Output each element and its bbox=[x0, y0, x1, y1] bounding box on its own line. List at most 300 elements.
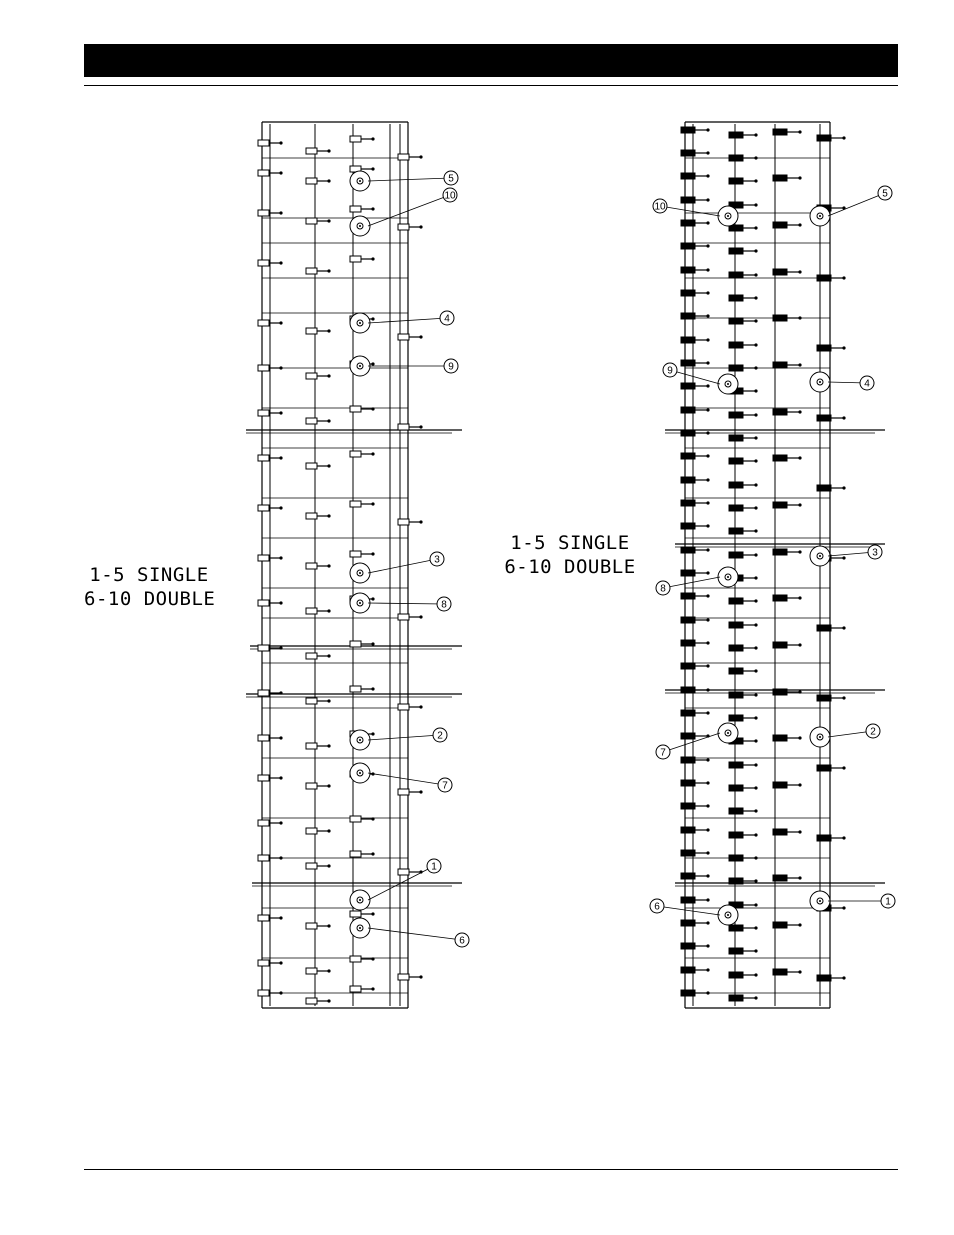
shank-tip bbox=[327, 864, 330, 867]
shank-clamp bbox=[681, 757, 695, 763]
wheel-axle bbox=[359, 772, 361, 774]
shank-clamp bbox=[258, 855, 269, 861]
shank-clamp bbox=[258, 260, 269, 266]
shank-clamp bbox=[729, 342, 743, 348]
shank-tip bbox=[706, 314, 709, 317]
shank-tip bbox=[706, 361, 709, 364]
shank-clamp bbox=[729, 878, 743, 884]
wheel-axle bbox=[359, 899, 361, 901]
shank-tip bbox=[706, 758, 709, 761]
shank-clamp bbox=[681, 943, 695, 949]
shank-clamp bbox=[773, 222, 787, 228]
shank bbox=[306, 178, 331, 184]
shank-tip bbox=[754, 273, 757, 276]
shank-clamp bbox=[398, 789, 409, 795]
shank-clamp bbox=[729, 832, 743, 838]
shank-clamp bbox=[773, 875, 787, 881]
shank bbox=[306, 743, 331, 749]
shank-tip bbox=[327, 924, 330, 927]
callout bbox=[368, 928, 469, 947]
shank-tip bbox=[279, 776, 282, 779]
shank-clamp bbox=[306, 418, 317, 424]
leader-line bbox=[368, 178, 451, 181]
callout bbox=[828, 724, 880, 738]
shank bbox=[350, 686, 375, 692]
shank-tip bbox=[327, 149, 330, 152]
shank-tip bbox=[279, 601, 282, 604]
shank bbox=[681, 267, 710, 273]
leader-line bbox=[368, 559, 437, 573]
shank-tip bbox=[754, 576, 757, 579]
shank-clamp bbox=[398, 704, 409, 710]
shank bbox=[729, 948, 758, 954]
shank bbox=[398, 519, 423, 525]
wheel-axle bbox=[819, 900, 821, 902]
shank-tip bbox=[706, 174, 709, 177]
shank-clamp bbox=[773, 502, 787, 508]
shank bbox=[729, 832, 758, 838]
wheel-axle bbox=[727, 732, 729, 734]
shank-clamp bbox=[681, 640, 695, 646]
shank bbox=[729, 668, 758, 674]
shank bbox=[817, 835, 846, 841]
shank bbox=[729, 528, 758, 534]
shank-clamp bbox=[306, 828, 317, 834]
wheel-axle bbox=[359, 602, 361, 604]
shank-tip bbox=[842, 836, 845, 839]
gauge-wheel bbox=[718, 206, 738, 226]
shank-clamp bbox=[773, 969, 787, 975]
shank bbox=[681, 290, 710, 296]
shank-tip bbox=[842, 346, 845, 349]
shank bbox=[350, 816, 375, 822]
shank-clamp bbox=[773, 689, 787, 695]
shank bbox=[681, 500, 710, 506]
shank-clamp bbox=[773, 455, 787, 461]
shank bbox=[773, 129, 802, 135]
wheel-axle bbox=[727, 914, 729, 916]
shank-tip bbox=[371, 552, 374, 555]
gauge-wheel bbox=[718, 374, 738, 394]
shank-tip bbox=[371, 852, 374, 855]
gauge-wheel bbox=[350, 890, 370, 910]
wheel-axle bbox=[359, 927, 361, 929]
shank-clamp bbox=[258, 775, 269, 781]
shank-tip bbox=[371, 257, 374, 260]
callout bbox=[828, 376, 874, 390]
shank-tip bbox=[327, 374, 330, 377]
shank-clamp bbox=[350, 641, 361, 647]
shank-clamp bbox=[258, 555, 269, 561]
shank-tip bbox=[798, 130, 801, 133]
shank bbox=[350, 501, 375, 507]
shank-tip bbox=[842, 136, 845, 139]
shank-tip bbox=[754, 553, 757, 556]
shank-clamp bbox=[817, 695, 831, 701]
shank-clamp bbox=[681, 687, 695, 693]
shank bbox=[729, 295, 758, 301]
shank-tip bbox=[371, 407, 374, 410]
shank bbox=[681, 453, 710, 459]
shank-tip bbox=[279, 366, 282, 369]
shank-clamp bbox=[817, 765, 831, 771]
shank-clamp bbox=[681, 453, 695, 459]
shank-clamp bbox=[258, 915, 269, 921]
shank-tip bbox=[798, 643, 801, 646]
frame-drawing-left bbox=[240, 118, 470, 1013]
callout-number: 3 bbox=[434, 554, 440, 566]
shank-tip bbox=[754, 623, 757, 626]
shank bbox=[729, 785, 758, 791]
shank-clamp bbox=[773, 922, 787, 928]
shank bbox=[681, 780, 710, 786]
shank bbox=[681, 523, 710, 529]
shank-clamp bbox=[258, 820, 269, 826]
shank-tip bbox=[371, 502, 374, 505]
shank-clamp bbox=[681, 127, 695, 133]
shank-clamp bbox=[258, 455, 269, 461]
gauge-wheel bbox=[350, 918, 370, 938]
shank-clamp bbox=[681, 197, 695, 203]
shank-clamp bbox=[773, 269, 787, 275]
shank bbox=[773, 969, 802, 975]
shank-tip bbox=[371, 167, 374, 170]
shank-tip bbox=[754, 973, 757, 976]
shank bbox=[729, 855, 758, 861]
shank-clamp bbox=[729, 178, 743, 184]
shank-tip bbox=[706, 431, 709, 434]
shank-clamp bbox=[306, 513, 317, 519]
gauge-wheel bbox=[350, 730, 370, 750]
shank-clamp bbox=[773, 315, 787, 321]
shank-clamp bbox=[729, 365, 743, 371]
gauge-wheel bbox=[350, 593, 370, 613]
callout-number: 6 bbox=[459, 935, 465, 947]
shank bbox=[729, 365, 758, 371]
callout-number: 6 bbox=[654, 901, 660, 913]
shank-clamp bbox=[350, 816, 361, 822]
shank-tip bbox=[754, 903, 757, 906]
shank-clamp bbox=[306, 968, 317, 974]
shank-tip bbox=[327, 514, 330, 517]
shank bbox=[681, 173, 710, 179]
shank-tip bbox=[754, 646, 757, 649]
caption-left bbox=[84, 563, 214, 611]
shank-tip bbox=[279, 821, 282, 824]
shank-clamp bbox=[773, 129, 787, 135]
shank-tip bbox=[842, 276, 845, 279]
shank-clamp bbox=[729, 622, 743, 628]
wheel-axle bbox=[359, 322, 361, 324]
shank-tip bbox=[754, 483, 757, 486]
shank bbox=[729, 272, 758, 278]
shank bbox=[729, 248, 758, 254]
shank-tip bbox=[754, 529, 757, 532]
shank bbox=[350, 551, 375, 557]
shank-clamp bbox=[681, 360, 695, 366]
gauge-wheel bbox=[718, 567, 738, 587]
leader-line bbox=[660, 206, 720, 216]
shank-tip bbox=[798, 503, 801, 506]
shank-tip bbox=[754, 599, 757, 602]
shank-tip bbox=[706, 804, 709, 807]
callout-number: 1 bbox=[885, 896, 891, 908]
shank bbox=[306, 923, 331, 929]
callout-number: 1 bbox=[431, 861, 437, 873]
shank bbox=[729, 995, 758, 1001]
shank bbox=[306, 998, 331, 1004]
shank bbox=[729, 552, 758, 558]
shank-tip bbox=[706, 781, 709, 784]
shank bbox=[681, 990, 710, 996]
shank-clamp bbox=[258, 960, 269, 966]
shank bbox=[681, 197, 710, 203]
shank-tip bbox=[419, 155, 422, 158]
shank bbox=[350, 451, 375, 457]
caption-right bbox=[500, 531, 640, 579]
shank bbox=[773, 362, 802, 368]
shank-clamp bbox=[729, 552, 743, 558]
shank bbox=[681, 803, 710, 809]
shank-clamp bbox=[681, 243, 695, 249]
shank-tip bbox=[327, 654, 330, 657]
gauge-wheel bbox=[718, 723, 738, 743]
shank-tip bbox=[706, 198, 709, 201]
shank-tip bbox=[754, 179, 757, 182]
shank-tip bbox=[419, 225, 422, 228]
shank-tip bbox=[327, 179, 330, 182]
shank bbox=[350, 911, 375, 917]
shank bbox=[729, 598, 758, 604]
shank-tip bbox=[706, 454, 709, 457]
shank-tip bbox=[754, 833, 757, 836]
shank-tip bbox=[327, 999, 330, 1002]
shank bbox=[817, 415, 846, 421]
shank bbox=[306, 698, 331, 704]
shank-tip bbox=[371, 912, 374, 915]
shank bbox=[350, 986, 375, 992]
callout bbox=[828, 894, 895, 908]
shank-tip bbox=[706, 408, 709, 411]
gauge-wheel bbox=[810, 546, 830, 566]
shank-clamp bbox=[350, 911, 361, 917]
shank-clamp bbox=[681, 733, 695, 739]
shank bbox=[681, 360, 710, 366]
shank bbox=[681, 337, 710, 343]
shank-tip bbox=[842, 696, 845, 699]
shank-tip bbox=[798, 876, 801, 879]
shank-clamp bbox=[681, 407, 695, 413]
callout-number: 8 bbox=[441, 599, 447, 611]
shank bbox=[306, 513, 331, 519]
shank-tip bbox=[842, 486, 845, 489]
shank-clamp bbox=[398, 974, 409, 980]
shank-tip bbox=[754, 366, 757, 369]
gauge-wheel bbox=[350, 216, 370, 236]
shank-tip bbox=[706, 664, 709, 667]
shank-tip bbox=[798, 690, 801, 693]
shank-clamp bbox=[258, 645, 269, 651]
shank bbox=[681, 967, 710, 973]
shank-clamp bbox=[729, 785, 743, 791]
shank-clamp bbox=[681, 430, 695, 436]
shank-tip bbox=[706, 921, 709, 924]
shank-tip bbox=[754, 879, 757, 882]
shank bbox=[729, 225, 758, 231]
shank-clamp bbox=[681, 267, 695, 273]
shank-clamp bbox=[681, 920, 695, 926]
shank-clamp bbox=[773, 362, 787, 368]
shank-tip bbox=[706, 291, 709, 294]
shank-tip bbox=[798, 783, 801, 786]
shank-tip bbox=[419, 425, 422, 428]
shank-clamp bbox=[681, 173, 695, 179]
shank-clamp bbox=[350, 406, 361, 412]
frame-drawing-right bbox=[645, 118, 905, 1013]
header-rule bbox=[84, 85, 898, 86]
shank bbox=[681, 150, 710, 156]
shank-clamp bbox=[729, 272, 743, 278]
shank-clamp bbox=[817, 345, 831, 351]
shank-tip bbox=[371, 597, 374, 600]
shank bbox=[729, 972, 758, 978]
callout bbox=[368, 171, 458, 185]
shank-clamp bbox=[398, 869, 409, 875]
shank bbox=[350, 206, 375, 212]
shank bbox=[398, 789, 423, 795]
shank-tip bbox=[371, 687, 374, 690]
shank-tip bbox=[279, 556, 282, 559]
shank-tip bbox=[798, 223, 801, 226]
shank-clamp bbox=[817, 415, 831, 421]
shank-tip bbox=[754, 436, 757, 439]
shank-clamp bbox=[773, 782, 787, 788]
callout-number: 4 bbox=[864, 378, 870, 390]
shank-tip bbox=[279, 141, 282, 144]
shank-tip bbox=[798, 830, 801, 833]
shank-tip bbox=[706, 571, 709, 574]
leader-line bbox=[670, 370, 720, 384]
shank-clamp bbox=[350, 206, 361, 212]
leader-line bbox=[368, 735, 440, 740]
wheel-axle bbox=[819, 555, 821, 557]
shank bbox=[773, 409, 802, 415]
shank-clamp bbox=[350, 256, 361, 262]
shank-tip bbox=[754, 296, 757, 299]
shank-clamp bbox=[773, 595, 787, 601]
shank-tip bbox=[706, 594, 709, 597]
callout-number: 9 bbox=[667, 365, 673, 377]
shank bbox=[773, 315, 802, 321]
callout-number: 3 bbox=[872, 547, 878, 559]
shank bbox=[681, 570, 710, 576]
shank-clamp bbox=[681, 290, 695, 296]
shank-tip bbox=[419, 705, 422, 708]
shank-tip bbox=[798, 970, 801, 973]
shank-clamp bbox=[681, 570, 695, 576]
shank-clamp bbox=[729, 762, 743, 768]
shank-clamp bbox=[729, 528, 743, 534]
shank-clamp bbox=[681, 850, 695, 856]
shank-clamp bbox=[681, 967, 695, 973]
wheel-axle bbox=[727, 215, 729, 217]
shank bbox=[398, 334, 423, 340]
shank bbox=[681, 243, 710, 249]
callout-number: 10 bbox=[444, 190, 456, 202]
shank-tip bbox=[754, 786, 757, 789]
gauge-wheel bbox=[350, 563, 370, 583]
shank-clamp bbox=[306, 923, 317, 929]
shank-tip bbox=[327, 329, 330, 332]
shank-clamp bbox=[773, 409, 787, 415]
caption-right-line2: 6-10 DOUBLE bbox=[504, 556, 636, 578]
wheel-axle bbox=[359, 365, 361, 367]
shank-tip bbox=[706, 968, 709, 971]
shank-tip bbox=[706, 128, 709, 131]
shank-tip bbox=[327, 784, 330, 787]
shank-tip bbox=[706, 711, 709, 714]
shank bbox=[350, 256, 375, 262]
shank bbox=[817, 485, 846, 491]
shank-tip bbox=[798, 923, 801, 926]
shank-tip bbox=[706, 478, 709, 481]
callout-number: 2 bbox=[870, 726, 876, 738]
leader-line bbox=[368, 195, 450, 226]
shank-tip bbox=[327, 829, 330, 832]
shank bbox=[773, 875, 802, 881]
shank bbox=[729, 132, 758, 138]
shank-tip bbox=[754, 133, 757, 136]
gauge-wheel bbox=[350, 763, 370, 783]
shank-clamp bbox=[258, 990, 269, 996]
shank-clamp bbox=[729, 155, 743, 161]
shank-tip bbox=[754, 669, 757, 672]
shank-tip bbox=[754, 459, 757, 462]
leader-line bbox=[368, 773, 445, 785]
shank-tip bbox=[798, 270, 801, 273]
shank-tip bbox=[279, 736, 282, 739]
callout bbox=[368, 597, 451, 611]
shank-clamp bbox=[398, 424, 409, 430]
shank-clamp bbox=[306, 563, 317, 569]
shank-clamp bbox=[729, 948, 743, 954]
shank-tip bbox=[279, 856, 282, 859]
shank-tip bbox=[706, 244, 709, 247]
shank-tip bbox=[706, 151, 709, 154]
shank bbox=[729, 808, 758, 814]
shank-clamp bbox=[773, 735, 787, 741]
shank-tip bbox=[279, 646, 282, 649]
shank-tip bbox=[327, 564, 330, 567]
shank-tip bbox=[706, 851, 709, 854]
shank-tip bbox=[419, 520, 422, 523]
shank bbox=[729, 762, 758, 768]
shank-tip bbox=[798, 176, 801, 179]
shank-tip bbox=[754, 763, 757, 766]
shank bbox=[681, 593, 710, 599]
shank-tip bbox=[842, 416, 845, 419]
shank bbox=[306, 268, 331, 274]
shank bbox=[681, 710, 710, 716]
shank-tip bbox=[706, 221, 709, 224]
callout-number: 5 bbox=[448, 173, 454, 185]
shank bbox=[398, 224, 423, 230]
shank bbox=[817, 765, 846, 771]
shank-tip bbox=[419, 975, 422, 978]
shank-tip bbox=[327, 219, 330, 222]
shank bbox=[729, 482, 758, 488]
shank bbox=[773, 175, 802, 181]
